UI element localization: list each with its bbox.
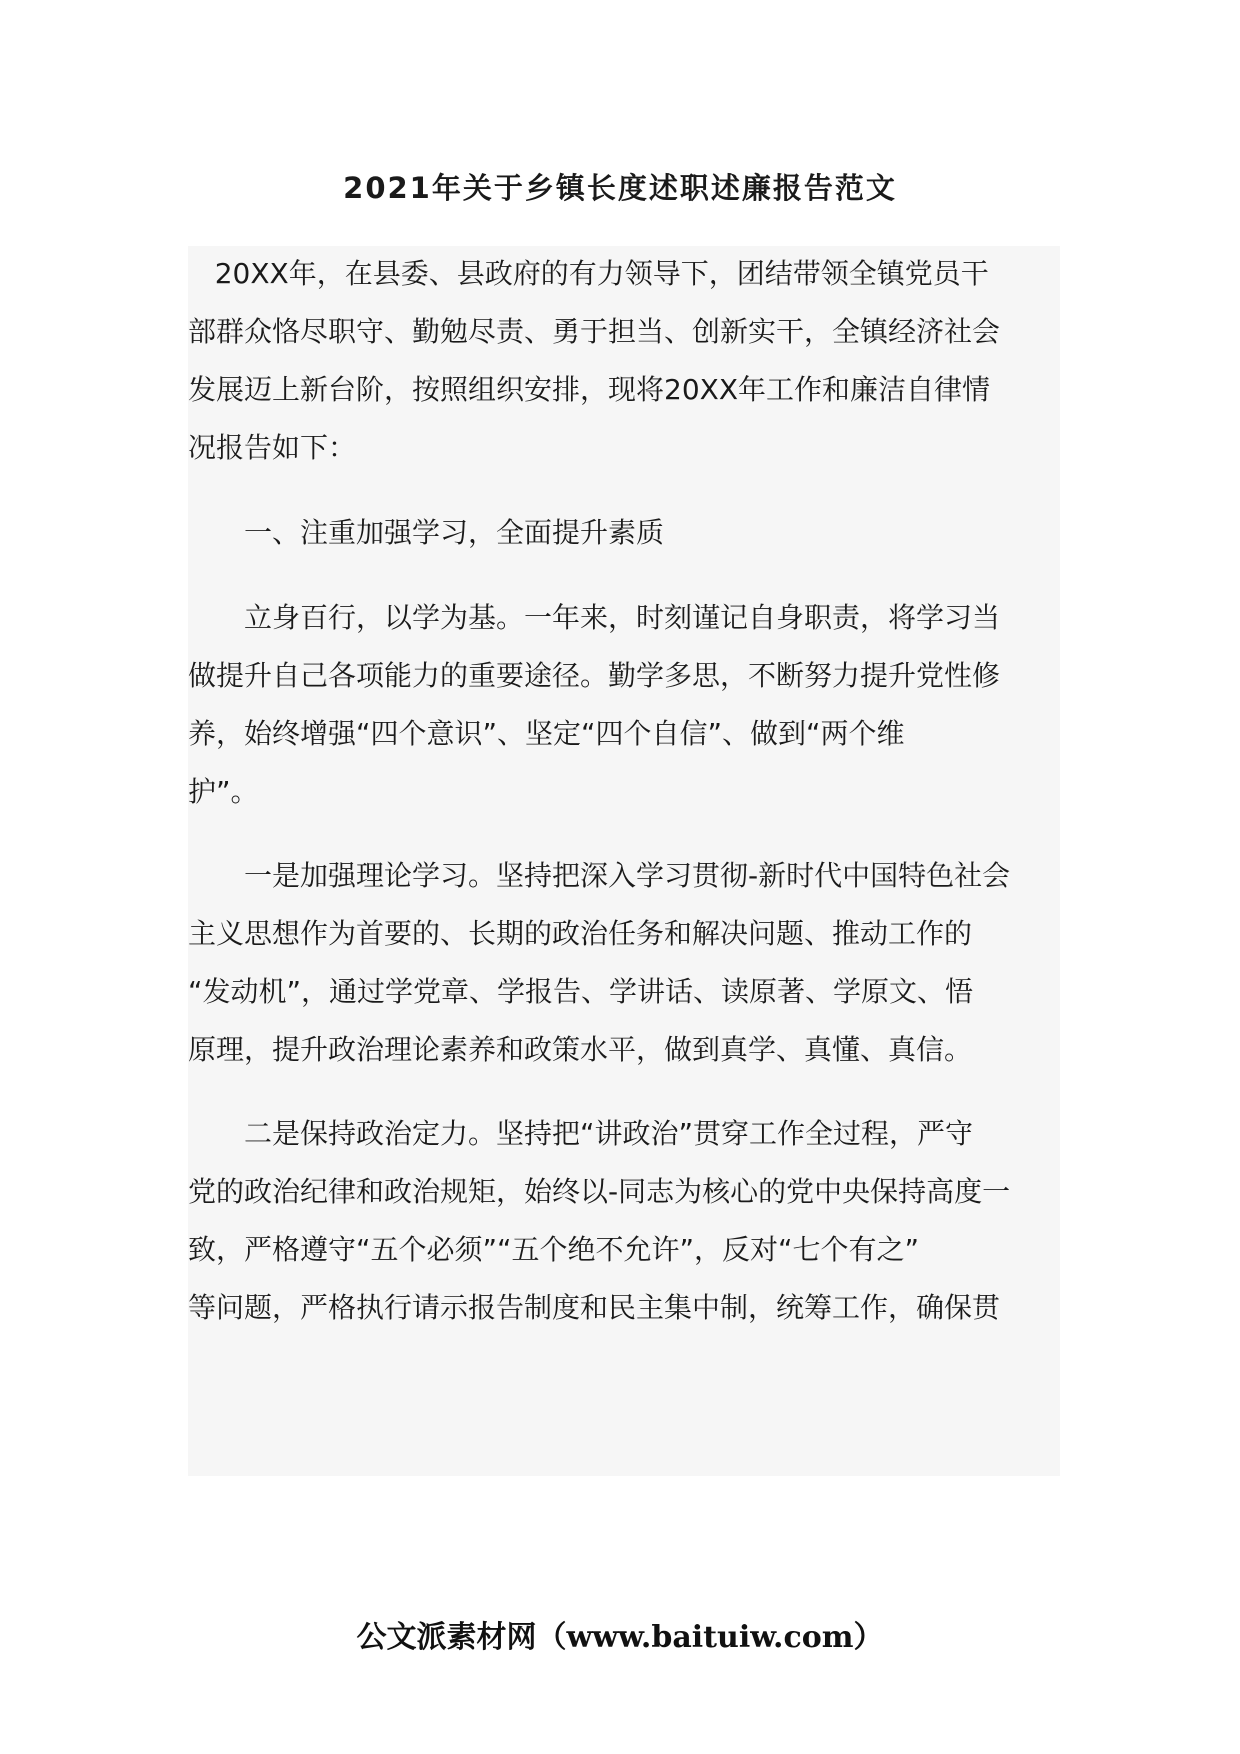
body-line: 20XX年，在县委、县政府的有力领导下，团结带领全镇党员干 — [188, 257, 989, 290]
body-line: 一是加强理论学习。坚持把深入学习贯彻-新时代中国特色社会 — [188, 859, 1011, 892]
body-line: 部群众恪尽职守、勤勉尽责、勇于担当、创新实干，全镇经济社会 — [188, 315, 1001, 348]
section-heading: 一、注重加强学习，全面提升素质 — [188, 516, 665, 549]
body-line: 养，始终增强“四个意识”、坚定“四个自信”、做到“两个维 — [188, 717, 905, 750]
body-line: 主义思想作为首要的、长期的政治任务和解决问题、推动工作的 — [188, 917, 973, 950]
body-line: 致，严格遵守“五个必须”“五个绝不允许”，反对“七个有之” — [188, 1233, 920, 1266]
body-line: 等问题，严格执行请示报告制度和民主集中制，统筹工作，确保贯 — [188, 1291, 1001, 1324]
footer-source-link: 公文派素材网（www.baituiw.com） — [356, 1620, 884, 1655]
body-line: 原理，提升政治理论素养和政策水平，做到真学、真懂、真信。 — [188, 1033, 973, 1066]
body-line: 况报告如下： — [188, 431, 357, 464]
document-title: 2021年关于乡镇长度述职述廉报告范文 — [343, 171, 897, 205]
body-line: 护”。 — [188, 775, 259, 808]
body-line: 立身百行，以学为基。一年来，时刻谨记自身职责，将学习当 — [188, 601, 1001, 634]
body-line: 党的政治纪律和政治规矩，始终以-同志为核心的党中央保持高度一 — [188, 1175, 1011, 1208]
body-line: 做提升自己各项能力的重要途径。勤学多思，不断努力提升党性修 — [188, 659, 1001, 692]
body-line: 发展迈上新台阶，按照组织安排，现将20XX年工作和廉洁自律情 — [188, 373, 990, 406]
body-line: “发动机”，通过学党章、学报告、学讲话、读原著、学原文、悟 — [188, 975, 974, 1008]
body-line: 二是保持政治定力。坚持把“讲政治”贯穿工作全过程，严守 — [188, 1117, 974, 1150]
